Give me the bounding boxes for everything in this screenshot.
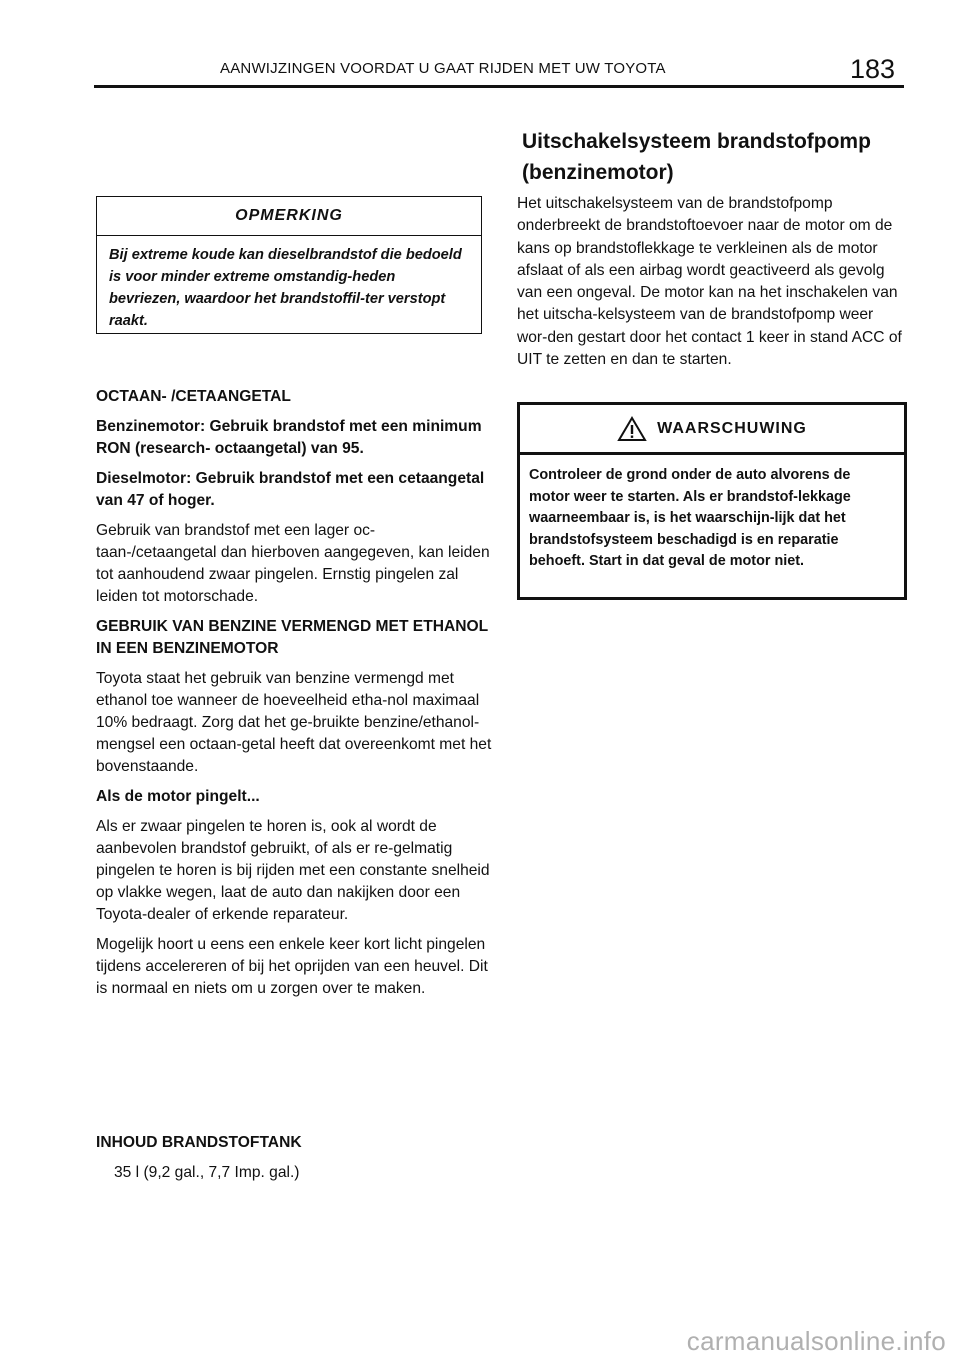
header-rule bbox=[94, 85, 904, 88]
octane-petrol: Benzinemotor: Gebruik brandstof met een minimum RON (research- octaangetal) van 95. bbox=[96, 418, 482, 457]
tank-section bbox=[96, 1132, 492, 1184]
running-header: AANWIJZINGEN VOORDAT U GAAT RIJDEN MET UW TOYOTA bbox=[220, 60, 666, 77]
note-text: Bij extreme koude kan dieselbrandstof die bedoeld is voor minder extreme omstandig-heden bevriezen, waardoor het brandstoffil-ter verstopt raakt. bbox=[109, 247, 462, 329]
warning-text: Controleer de grond onder de auto alvorens de motor weer te starten. Als er brandstof-lekkage waarneembaar is, is het waarschijn-lijk dat het brandstofsysteem beschadigd is en reparatie behoeft. Start in dat geval de motor niet. bbox=[529, 467, 851, 569]
tank-heading: INHOUD BRANDSTOFTANK bbox=[96, 1134, 302, 1151]
knock-text-1: Als er zwaar pingelen te horen is, ook al wordt de aanbevolen brandstof gebruikt, of als er re-gelmatig pingelen te horen is bij rijden met een constante snelheid op vlakke wegen, laat de auto dan nakijken door een Toyota-dealer of erkende reparateur. bbox=[96, 818, 490, 923]
warning-triangle-icon bbox=[617, 416, 647, 442]
watermark: carmanualsonline.info bbox=[686, 1326, 946, 1356]
tank-value: 35 l (9,2 gal., 7,7 Imp. gal.) bbox=[114, 1164, 300, 1181]
cutoff-title: Uitschakelsysteem brandstofpomp (benzinemotor) bbox=[522, 130, 871, 184]
octane-diesel: Dieselmotor: Gebruik brandstof met een cetaangetal van 47 of hoger. bbox=[96, 470, 485, 509]
warning-header bbox=[520, 405, 904, 455]
warning-box bbox=[517, 402, 907, 600]
octane-section bbox=[96, 386, 492, 1008]
note-title: OPMERKING bbox=[97, 197, 481, 236]
ethanol-text: Toyota staat het gebruik van benzine vermengd met ethanol toe wanneer de hoeveelheid etha-nol maximaal 10% bedraagt. Zorg dat het ge-bruikte benzine/ethanol-mengsel een octaan-getal heeft dat overeenkomt met het bovenstaande. bbox=[96, 670, 492, 775]
warning-title: WAARSCHUWING bbox=[657, 419, 807, 437]
octane-low-warning: Gebruik van brandstof met een lager oc-taan-/cetaangetal dan hierboven aangegeven, kan leiden tot aanhoudend zwaar pingelen. Ernstig pingelen zal leiden tot motorschade. bbox=[96, 522, 490, 605]
note-box bbox=[96, 196, 482, 334]
page-number: 183 bbox=[850, 54, 896, 84]
knock-heading: Als de motor pingelt... bbox=[96, 788, 260, 805]
ethanol-heading: GEBRUIK VAN BENZINE VERMENGD MET ETHANOL IN EEN BENZINEMOTOR bbox=[96, 618, 488, 657]
knock-text-2: Mogelijk hoort u eens een enkele keer kort licht pingelen tijdens accelereren of bij het oprijden van een heuvel. Dit is normaal en niets om u zorgen over te maken. bbox=[96, 936, 488, 997]
octane-heading: OCTAAN- /CETAANGETAL bbox=[96, 388, 291, 405]
cutoff-text: Het uitschakelsysteem van de brandstofpomp onderbreekt de brandstoftoevoer naar de motor om de kans op brandstoflekkage te verkleinen als de motor afslaat of als een airbag wordt geactiveerd als gevolg van een ongeval. De motor kan na het inschakelen van het uitscha-kelsysteem van de brandstofpomp weer wor-den gestart door het contact 1 keer in stand ACC of UIT te zetten en dan te starten. bbox=[517, 195, 902, 369]
